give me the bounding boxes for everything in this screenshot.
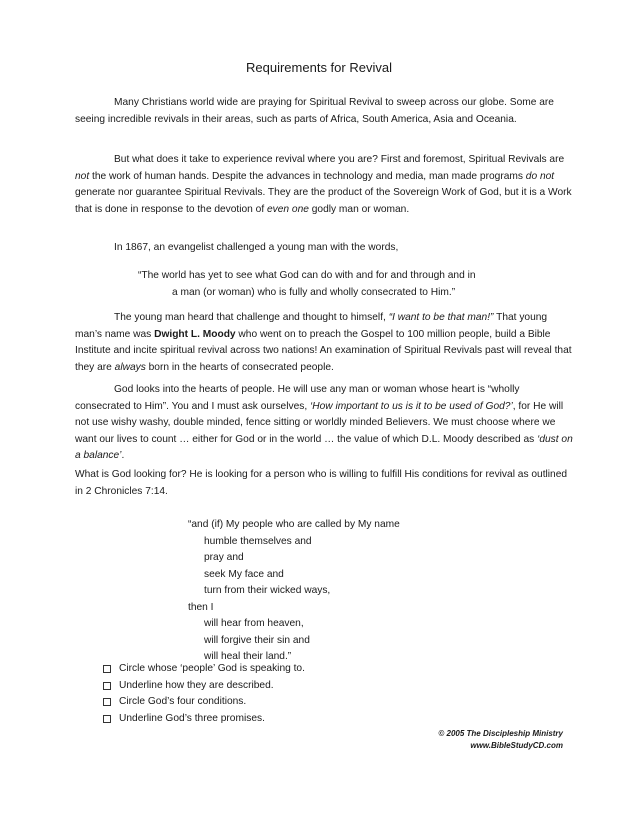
website-link[interactable]: www.BibleStudyCD.com: [470, 741, 563, 750]
verse-line: turn from their wicked ways,: [204, 585, 331, 596]
checklist-item[interactable]: Circle God’s four conditions.: [103, 694, 305, 711]
verse-line: will forgive their sin and: [204, 634, 310, 646]
paragraph-1867: In 1867, an evangelist challenged a young man with the words,: [114, 242, 399, 253]
quote-line: “The world has yet to see what God can do with and for and through and in: [138, 270, 476, 281]
checkbox-icon[interactable]: [103, 682, 111, 690]
scripture-verse: [188, 517, 548, 666]
paragraph-god-looks: God looks into the hearts of people. He will use any man or woman whose heart is “wholly consecrated to Him”. You and I must ask ourselves, ‘How important to us is it to be used of God?’, for He will not use wishy washy, double minded, fence sitting or worldly minded Believers. We must choose where we want our lives to count … either for God or in the world … the value of which D.L. Moody described as ‘dust on a balance’.: [75, 384, 573, 461]
verse-line: “and (if) My people who are called by My name: [188, 519, 400, 530]
checkbox-icon[interactable]: [103, 698, 111, 706]
copyright-text: © 2005 The Discipleship Ministry: [438, 729, 563, 738]
verse-line: humble themselves and: [204, 535, 312, 547]
paragraph-what-it-takes: But what does it take to experience revival where you are? First and foremost, Spiritual Revivals are not the work of human hands. Despite the advances in technology and media, man made programs do not generate nor guarantee Spiritual Revivals. They are the product of the Sovereign Work of God, but it is a Work that is done in response to the devotion of even one godly man or woman.: [75, 154, 572, 215]
verse-line: will heal their land.”: [204, 651, 292, 662]
evangelist-quote: [138, 268, 538, 301]
checklist-item[interactable]: Circle whose ‘people’ God is speaking to.: [103, 661, 305, 678]
verse-line: then I: [188, 601, 214, 613]
footer-credit: [438, 728, 563, 752]
paragraph-intro: Many Christians world wide are praying for Spiritual Revival to sweep across our globe. Some are seeing incredible revivals in their areas, such as parts of Africa, South America, Asia and Oceania.: [75, 97, 554, 125]
page-title: Requirements for Revival: [246, 60, 392, 75]
exercise-checklist: [103, 661, 305, 727]
checkbox-icon[interactable]: [103, 715, 111, 723]
checklist-item[interactable]: Underline God’s three promises.: [103, 711, 305, 728]
checklist-item[interactable]: Underline how they are described.: [103, 678, 305, 695]
quote-line: a man (or woman) who is fully and wholly consecrated to Him.”: [172, 286, 456, 298]
verse-line: will hear from heaven,: [204, 618, 304, 629]
checkbox-icon[interactable]: [103, 665, 111, 673]
verse-line: pray and: [204, 552, 244, 563]
paragraph-moody: The young man heard that challenge and thought to himself, “I want to be that man!” That young man’s name was Dwight L. Moody who went on to preach the Gospel to 100 million people, build a Bible Institute and incite spiritual revival across two nations! An examination of Spiritual Revivals past will reveal that they are always born in the hearts of consecrated people.: [75, 312, 572, 373]
verse-line: seek My face and: [204, 568, 284, 580]
paragraph-what-is-god-looking-for: What is God looking for? He is looking for a person who is willing to fulfill His conditions for revival as outlined in 2 Chronicles 7:14.: [75, 469, 568, 497]
